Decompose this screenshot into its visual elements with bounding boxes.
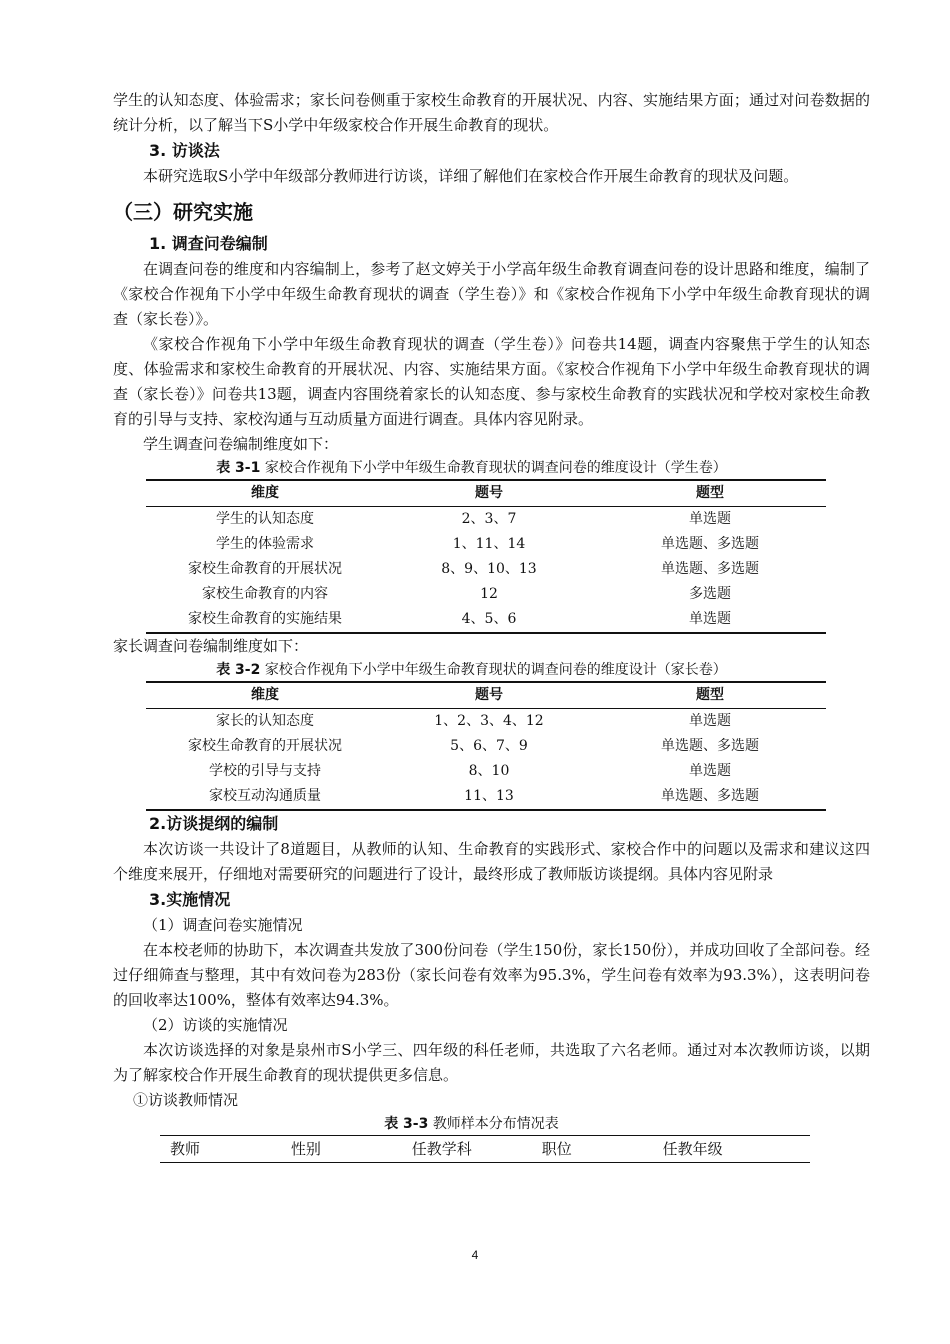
table-row: [146, 734, 826, 759]
page-number: 4: [471, 1248, 479, 1262]
table-cell: 学生的体验需求: [216, 536, 314, 552]
table-row: [146, 607, 826, 633]
column-header: 性别: [281, 1136, 402, 1163]
dimension-table-student: [146, 479, 826, 634]
heading-questionnaire: 1. 调查问卷编制: [149, 234, 268, 253]
column-header: 维度: [146, 480, 384, 507]
column-header: 职位: [532, 1136, 653, 1163]
table-cell: 单选题、多选题: [661, 561, 759, 577]
table-row: [146, 784, 826, 810]
teacher-sample-table: [160, 1135, 810, 1163]
column-header: 题号: [384, 682, 594, 709]
table-row: [146, 507, 826, 533]
table-caption: [113, 1113, 870, 1135]
column-header: 题型: [594, 682, 826, 709]
table-cell: 家校互动沟通质量: [146, 784, 384, 810]
table-cell: 多选题: [689, 586, 731, 602]
table-cell: 12: [480, 586, 498, 602]
table-cell: 2、3、7: [461, 511, 517, 527]
table-cell: 11、13: [384, 784, 594, 810]
table-caption: [113, 659, 870, 681]
heading-outline: 2.访谈提纲的编制: [149, 814, 279, 833]
table-row: [146, 709, 826, 735]
heading-interview-method: 3. 访谈法: [149, 141, 220, 160]
table-cell: 4、5、6: [384, 607, 594, 633]
paragraph: 学生的认知态度、体验需求；家长问卷侧重于家校生命教育的开展状况、内容、实施结果方面；通过对问卷数据的统计分析，以了解当下S小学中年级家校合作开展生命教育的现状。: [113, 91, 870, 134]
column-header: 任教年级: [653, 1136, 810, 1163]
table-cell: 学生的认知态度: [216, 511, 314, 527]
column-header: 教师: [160, 1136, 281, 1163]
table-number: 表 3-2: [216, 662, 261, 678]
column-header: 维度: [146, 682, 384, 709]
table-row: [146, 759, 826, 784]
paragraph: 《家校合作视角下小学中年级生命教育现状的调查（学生卷）》问卷共14题，调查内容聚焦于学生的认知态度、体验需求和家校生命教育的开展状况、内容、实施结果方面。《家校合作视角下小学中年级生命教育现状的调查（家长卷）》问卷共13题，调查内容围绕着家长的认知态度、参与家校生命教育的实践状况和学校对家校生命教育的引导与支持、家校沟通与互动质量方面进行调查。具体内容见附录。: [113, 335, 870, 428]
table-title: 教师样本分布情况表: [432, 1116, 559, 1132]
table-cell: 8、9、10、13: [441, 561, 537, 577]
column-header: 题号: [384, 480, 594, 507]
heading-implementation: 3.实施情况: [149, 890, 231, 909]
table-cell: 家校生命教育的开展状况: [188, 738, 342, 754]
table-row: [146, 557, 826, 582]
table-caption: [113, 457, 870, 479]
paragraph: 本研究选取S小学中年级部分教师进行访谈，详细了解他们在家校合作开展生命教育的现状及问题。: [143, 167, 799, 185]
table-cell: 单选题、多选题: [661, 536, 759, 552]
paragraph: （1）调查问卷实施情况: [143, 916, 303, 934]
table-cell: 单选题: [689, 763, 731, 779]
column-header: 题型: [594, 480, 826, 507]
table-cell: 单选题: [594, 607, 826, 633]
paragraph: 本次访谈选择的对象是泉州市S小学三、四年级的科任老师，共选取了六名老师。通过对本次教师访谈，以期为了解家校合作开展生命教育的现状提供更多信息。: [113, 1041, 870, 1084]
paragraph: （2）访谈的实施情况: [143, 1016, 288, 1034]
paragraph: 在本校老师的协助下，本次调查共发放了300份问卷（学生150份，家长150份），并成功回收了全部问卷。经过仔细筛查与整理，其中有效问卷为283份（家长问卷有效率为95.3%，学生问卷有效率为93.3%），这表明问卷的回收率达100%，整体有效率达94.3%。: [113, 941, 870, 1009]
dimension-table-parent: [146, 681, 826, 811]
table-number: 表 3-3: [384, 1116, 429, 1132]
column-header: 任教学科: [402, 1136, 532, 1163]
table-cell: 单选题: [689, 511, 731, 527]
table-row: [146, 582, 826, 607]
paragraph: 在调查问卷的维度和内容编制上，参考了赵文婷关于小学高年级生命教育调查问卷的设计思路和维度，编制了《家校合作视角下小学中年级生命教育现状的调查（学生卷）》和《家校合作视角下小学中年级生命教育现状的调查（家长卷）》。: [113, 260, 870, 328]
paragraph: 学生调查问卷编制维度如下：: [143, 435, 339, 453]
table-cell: 家校生命教育的开展状况: [188, 561, 342, 577]
table-cell: 家长的认知态度: [216, 713, 314, 729]
table-number: 表 3-1: [216, 460, 261, 476]
document-page: [113, 88, 870, 1163]
paragraph: ①访谈教师情况: [133, 1091, 239, 1109]
table-cell: 1、2、3、4、12: [434, 713, 544, 729]
table-cell: 单选题、多选题: [661, 738, 759, 754]
table-row: [146, 532, 826, 557]
table-title: 家校合作视角下小学中年级生命教育现状的调查问卷的维度设计（家长卷）: [264, 662, 727, 678]
table-cell: 家校生命教育的实施结果: [146, 607, 384, 633]
table-cell: 8、10: [468, 763, 510, 779]
paragraph: 本次访谈一共设计了8道题目，从教师的认知、生命教育的实践形式、家校合作中的问题以及需求和建议这四个维度来展开，仔细地对需要研究的问题进行了设计，最终形成了教师版访谈提纲。具体内容见附录: [113, 840, 870, 883]
table-cell: 5、6、7、9: [450, 738, 528, 754]
paragraph: 家长调查问卷编制维度如下：: [113, 637, 309, 655]
table-cell: 单选题: [689, 713, 731, 729]
table-title: 家校合作视角下小学中年级生命教育现状的调查问卷的维度设计（学生卷）: [264, 460, 727, 476]
section-heading: （三）研究实施: [113, 200, 253, 224]
table-cell: 单选题、多选题: [594, 784, 826, 810]
table-cell: 家校生命教育的内容: [202, 586, 328, 602]
table-cell: 学校的引导与支持: [209, 763, 321, 779]
table-cell: 1、11、14: [452, 536, 526, 552]
